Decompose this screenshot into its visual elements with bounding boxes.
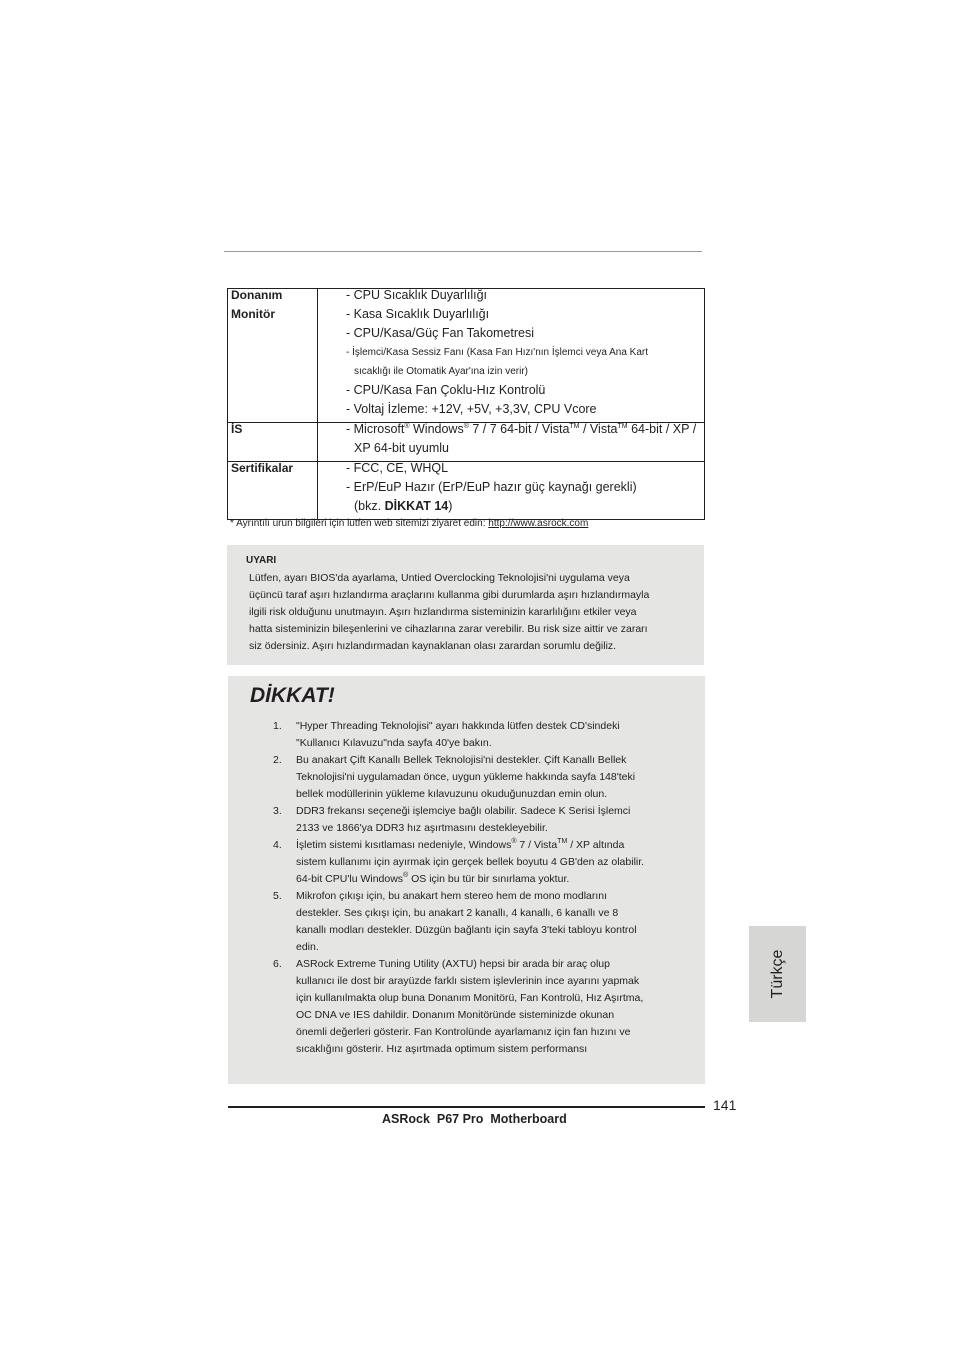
- spec-key-line: İS: [231, 422, 243, 436]
- spec-key-line: Sertifikalar: [231, 461, 294, 475]
- caution-item: [228, 718, 705, 752]
- warning-line: hatta sisteminizin bileşenlerini ve cihazlarına zarar verebilir. Bu risk size aittir ve zararı: [249, 623, 648, 635]
- spec-row-certifications: [228, 462, 705, 520]
- warning-text: [249, 570, 699, 655]
- caution-item-number: 3.: [273, 805, 282, 817]
- warning-line: ilgili risk olduğunu unutmayın. Aşırı hızlandırma sisteminizin kararlılığını etkiler veya: [249, 606, 637, 618]
- caution-item: [228, 803, 705, 837]
- spec-value-line: - ErP/EuP Hazır (ErP/EuP hazır güç kaynağı gerekli): [346, 480, 637, 494]
- caution-line: önemli değerleri gösterir. Fan Kontrolünde ayarlamanız için fan hızını ve: [296, 1026, 631, 1038]
- os-support-line: - Microsoft® Windows® 7 / 7 64-bit / Vista™ / Vista™ 64-bit / XP /: [346, 422, 697, 436]
- spec-key: [228, 462, 318, 520]
- caution-box: [228, 676, 705, 1084]
- spec-value-line: - FCC, CE, WHQL: [346, 461, 449, 475]
- spec-reference-line: (bkz. DİKKAT 14): [354, 499, 453, 513]
- caution-line: ASRock Extreme Tuning Utility (AXTU) hepsi bir arada bir araç olup: [296, 958, 610, 970]
- caution-line: kanallı modları destekler. Düzgün bağlantı için sayfa 3'teki tabloyu kontrol: [296, 924, 637, 936]
- spec-value-line: - Voltaj İzleme: +12V, +5V, +3,3V, CPU Vcore: [346, 402, 597, 416]
- caution-item: [228, 956, 705, 1058]
- footer-brand: ASRock P67 Pro Motherboard: [382, 1112, 567, 1126]
- caution-item: [228, 888, 705, 956]
- caution-item-number: 4.: [273, 839, 282, 851]
- spec-key-line: Donanım: [231, 288, 283, 302]
- language-tab-label: Türkçe: [768, 949, 786, 999]
- caution-item-number: 2.: [273, 754, 282, 766]
- caution-line: İşletim sistemi kısıtlaması nedeniyle, Windows® 7 / Vista™ / XP altında: [296, 838, 625, 851]
- caution-line: sistem kullanımı için ayırmak için gerçek bellek boyutu 4 GB'den az olabilir.: [296, 856, 645, 868]
- spec-value-line: sıcaklığı ile Otomatik Ayar'ına izin verir): [354, 366, 529, 377]
- spec-value: [318, 462, 705, 520]
- spec-value-line: - CPU/Kasa Fan Çoklu-Hız Kontrolü: [346, 383, 546, 397]
- caution-line: edin.: [296, 941, 319, 953]
- spec-key: [228, 289, 318, 423]
- spec-row-hardware-monitor: [228, 289, 705, 423]
- caution-line: Teknolojisi'ni uygulamadan önce, uygun yükleme hakkında sayfa 148'teki: [296, 771, 636, 783]
- caution-item: [228, 752, 705, 803]
- caution-line: bellek modüllerinin yükleme kılavuzunu okuduğunuzdan emin olun.: [296, 788, 608, 800]
- caution-line: 64-bit CPU'lu Windows® OS için bu tür bir sınırlama yoktur.: [296, 872, 570, 885]
- spec-value-line: - İşlemci/Kasa Sessiz Fanı (Kasa Fan Hızı'nın İşlemci veya Ana Kart: [346, 347, 649, 358]
- spec-value: [318, 289, 705, 423]
- caution-line: 2133 ve 1866'ya DDR3 hız aşırtmasını destekleyebilir.: [296, 822, 548, 834]
- spec-value: [318, 423, 705, 462]
- caution-line: destekler. Ses çıkışı için, bu anakart 2 kanallı, 4 kanallı, 6 kanallı ve 8: [296, 907, 619, 919]
- caution-line: Mikrofon çıkışı için, bu anakart hem stereo hem de mono modlarını: [296, 890, 608, 902]
- caution-line: OC DNA ve IES dahildir. Donanım Monitöründe sisteminizde okunan: [296, 1009, 615, 1021]
- caution-line: Bu anakart Çift Kanallı Bellek Teknolojisi'ni destekler. Çift Kanallı Bellek: [296, 754, 627, 766]
- spec-key-line: Monitör: [231, 307, 275, 321]
- spec-key: [228, 423, 318, 462]
- footer-rule: [228, 1106, 705, 1108]
- caution-line: "Hyper Threading Teknolojisi" ayarı hakkında lütfen destek CD'sindeki: [296, 720, 620, 732]
- caution-item-number: 5.: [273, 890, 282, 902]
- caution-line: için kullanılmakta olup buna Donanım Monitörü, Fan Kontrolü, Hız Aşırtma,: [296, 992, 644, 1004]
- warning-box: [227, 545, 704, 665]
- website-link[interactable]: http://www.asrock.com: [488, 518, 589, 529]
- spec-row-os: [228, 423, 705, 462]
- spec-table: [227, 288, 705, 520]
- caution-line: DDR3 frekansı seçeneği işlemciye bağlı olabilir. Sadece K Serisi İşlemci: [296, 805, 631, 817]
- spec-value-line: - CPU Sıcaklık Duyarlılığı: [346, 288, 488, 302]
- top-rule: [224, 251, 702, 252]
- footnote: * Ayrıntılı ürün bilgileri için lütfen web sitemizi ziyaret edin: http://www.asrock.com: [230, 518, 589, 529]
- caution-item-number: 6.: [273, 958, 282, 970]
- caution-item: [228, 837, 705, 888]
- warning-line: üçüncü taraf aşırı hızlandırma araçlarını kullanma gibi durumlarda aşırı hızlandırmayla: [249, 589, 650, 601]
- spec-value-line: - CPU/Kasa/Güç Fan Takometresi: [346, 326, 535, 340]
- caution-item-number: 1.: [273, 720, 282, 732]
- spec-value-line: - Kasa Sıcaklık Duyarlılığı: [346, 307, 490, 321]
- caution-line: "Kullanıcı Kılavuzu"nda sayfa 40'ye bakın.: [296, 737, 492, 749]
- spec-value-line: XP 64-bit uyumlu: [354, 441, 449, 455]
- caution-line: kullanıcı ile dost bir arayüzde farklı sistem işlevlerinin ince ayarını yapmak: [296, 975, 640, 987]
- page-number: 141: [713, 1097, 737, 1113]
- caution-line: sıcaklığını gösterir. Hız aşırtmada optimum sistem performansı: [296, 1043, 588, 1055]
- language-tab: [749, 926, 806, 1022]
- warning-line: siz ödersiniz. Aşırı hızlandırmadan kaynaklanan olası zarardan sorumlu değiliz.: [249, 640, 617, 652]
- caution-list: [228, 718, 705, 1058]
- caution-title: DİKKAT!: [250, 684, 335, 707]
- warning-title: UYARI: [246, 555, 277, 566]
- warning-line: Lütfen, ayarı BIOS'da ayarlama, Untied Overclocking Teknolojisi'ni uygulama veya: [249, 572, 630, 584]
